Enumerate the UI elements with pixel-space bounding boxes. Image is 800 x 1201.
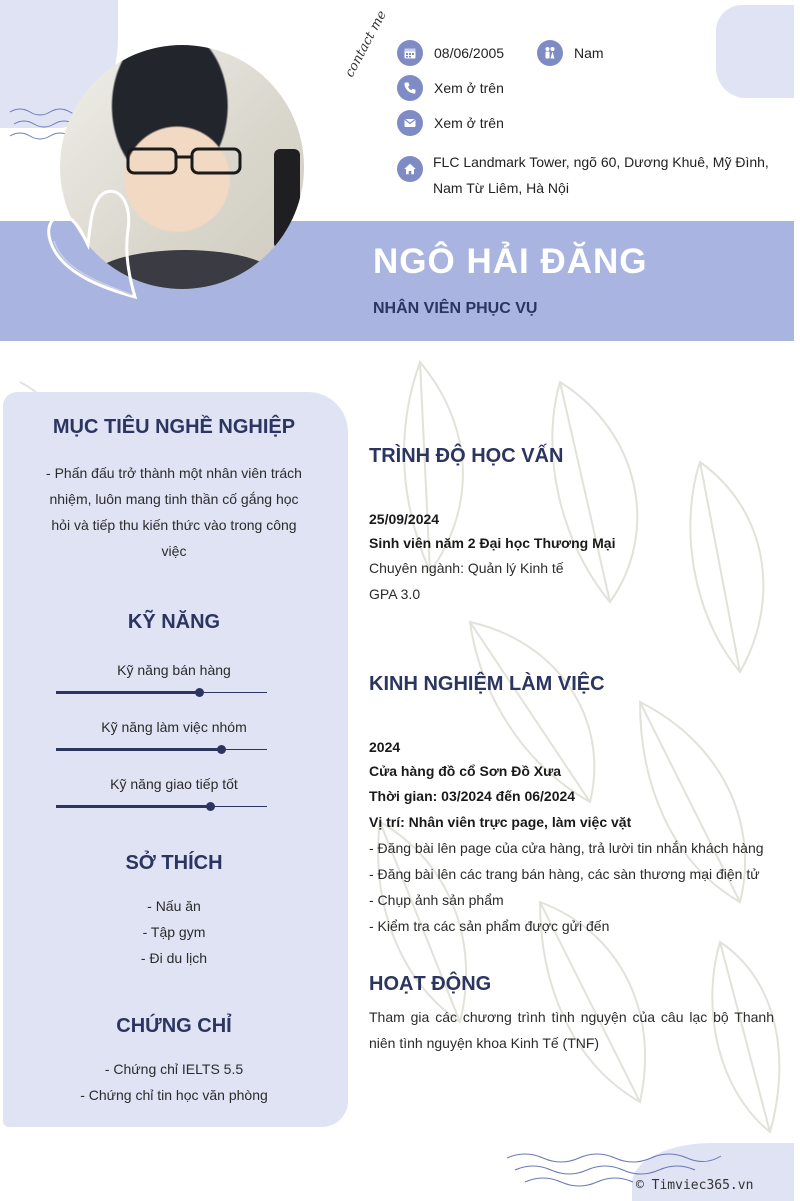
phone-text: Xem ở trên [434,80,504,96]
skill-bar-fill [56,748,221,751]
skill-bar-fill [56,805,210,808]
hobby-item: - Nấu ăn [147,898,201,914]
contact-script-label: contact me [342,8,390,80]
experience-period: Thời gian: 03/2024 đến 06/2024 [369,788,576,804]
skill-bar-fill [56,691,199,694]
candidate-role: NHÂN VIÊN PHỤC VỤ [373,300,538,317]
experience-duty: - Chụp ảnh sản phẩm [369,892,504,908]
phone-icon [397,75,423,101]
candidate-name: NGÔ HẢI ĐĂNG [373,242,648,281]
calendar-icon [397,40,423,66]
contact-phone [397,75,504,101]
skill-label: Kỹ năng làm việc nhóm [101,719,247,735]
decor-blob-top-right [716,5,794,98]
contact-birthdate [397,40,504,66]
experience-year: 2024 [369,739,401,755]
email-text: Xem ở trên [434,115,504,131]
birthdate-text: 08/06/2005 [434,45,505,61]
home-icon [397,156,423,182]
objective-title: MỤC TIÊU NGHỀ NGHIỆP [52,416,296,438]
experience-company: Cửa hàng đồ cổ Sơn Đồ Xưa [369,763,562,779]
experience-duty: - Kiểm tra các sản phẩm được gửi đến [369,918,610,934]
experience-title: KINH NGHIỆM LÀM VIỆC [369,673,605,695]
gender-icon [537,40,563,66]
certificate-item: - Chứng chỉ IELTS 5.5 [104,1061,244,1077]
skill-level-marker [217,745,226,754]
contact-address [397,156,434,182]
certificate-item: - Chứng chỉ tin học văn phòng [80,1087,268,1103]
hobby-item: - Tập gym [142,924,206,940]
certificates-title: CHỨNG CHỈ [116,1015,232,1037]
hobby-item: - Đi du lịch [140,950,208,966]
education-date: 25/09/2024 [369,511,440,527]
skills-title: KỸ NĂNG [127,611,221,633]
experience-duty: - Đăng bài lên page của cửa hàng, trả lười tin nhắn khách hàng [369,840,764,856]
decor-heart-icon [40,185,150,305]
skill-label: Kỹ năng bán hàng [117,662,231,678]
experience-position: Vị trí: Nhân viên trực page, làm việc vặt [369,814,632,830]
education-school: Sinh viên năm 2 Đại học Thương Mại [369,535,616,551]
objective-text: - Phấn đấu trở thành một nhân viên trách nhiệm, luôn mang tinh thần cố gắng học hỏi và tiếp thu kiến thức vào trong công việc [46,465,302,559]
address-text: FLC Landmark Tower, ngõ 60, Dương Khuê, Mỹ Đình, Nam Từ Liêm, Hà Nội [433,154,769,196]
contact-email [397,110,504,136]
contact-gender [537,40,604,66]
skill-label: Kỹ năng giao tiếp tốt [110,776,238,792]
education-title: TRÌNH ĐỘ HỌC VẤN [369,445,564,467]
footer-brand: © Timviec365.vn [636,1178,754,1193]
gender-text: Nam [574,45,604,61]
skill-level-marker [195,688,204,697]
hobbies-title: SỞ THÍCH [125,852,223,874]
education-major: Chuyên ngành: Quản lý Kinh tế [369,560,564,576]
experience-duty: - Đăng bài lên các trang bán hàng, các sàn thương mại điện tử [369,866,760,882]
activities-title: HOẠT ĐỘNG [369,973,492,995]
email-icon [397,110,423,136]
education-gpa: GPA 3.0 [369,586,421,602]
skill-level-marker [206,802,215,811]
activities-text: Tham gia các chương trình tình nguyện của câu lạc bộ Thanh niên tình nguyện khoa Kinh Tế (TNF) [369,1009,774,1051]
